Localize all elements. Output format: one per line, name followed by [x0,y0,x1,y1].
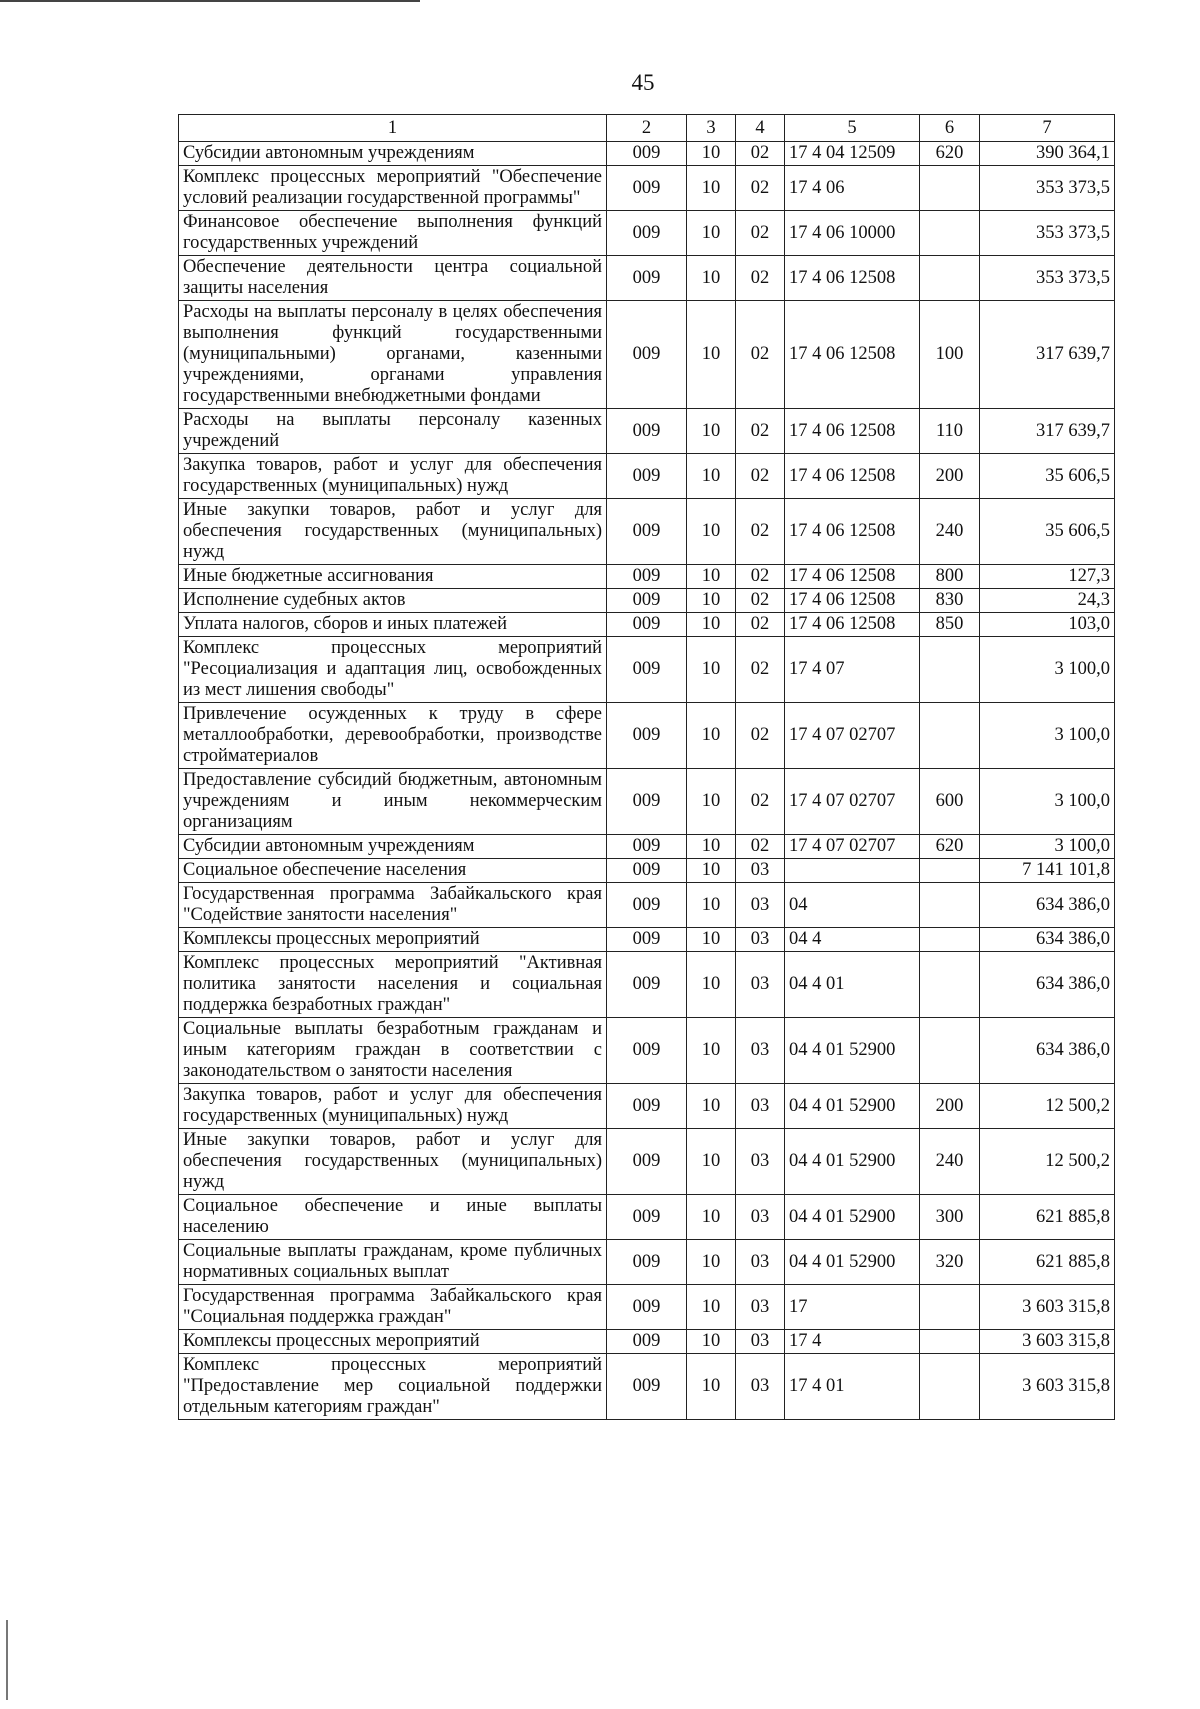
table-row [179,859,1115,883]
table-row [179,589,1115,613]
cell-item-name: Финансовое обеспечение выполнения функций государственных учреждений [179,211,607,256]
cell-subsection-code: 02 [736,589,785,613]
cell-expense-type [920,703,980,769]
cell-target-article: 17 4 06 12508 [785,499,920,565]
cell-ministry-code: 009 [607,1084,687,1129]
cell-section-code: 10 [687,454,736,499]
cell-ministry-code: 009 [607,1240,687,1285]
cell-section-code: 10 [687,499,736,565]
cell-section-code: 10 [687,769,736,835]
cell-item-name: Привлечение осужденных к труду в сфере металлообработки, деревообработки, производстве стройматериалов [179,703,607,769]
cell-amount: 317 639,7 [980,409,1115,454]
cell-section-code: 10 [687,1285,736,1330]
cell-expense-type: 830 [920,589,980,613]
cell-target-article: 17 4 07 02707 [785,703,920,769]
cell-expense-type [920,883,980,928]
cell-item-name: Государственная программа Забайкальского края "Социальная поддержка граждан" [179,1285,607,1330]
cell-expense-type: 100 [920,301,980,409]
cell-expense-type [920,1330,980,1354]
cell-section-code: 10 [687,1129,736,1195]
scan-margin-mark [6,1620,8,1700]
cell-amount: 634 386,0 [980,952,1115,1018]
cell-section-code: 10 [687,565,736,589]
cell-item-name: Иные закупки товаров, работ и услуг для обеспечения государственных (муниципальных) нужд [179,499,607,565]
cell-subsection-code: 03 [736,1240,785,1285]
cell-ministry-code: 009 [607,454,687,499]
cell-item-name: Расходы на выплаты персоналу казенных учреждений [179,409,607,454]
table-row [179,952,1115,1018]
cell-target-article: 17 4 07 02707 [785,835,920,859]
cell-amount: 390 364,1 [980,142,1115,166]
cell-amount: 3 603 315,8 [980,1354,1115,1420]
cell-expense-type: 240 [920,1129,980,1195]
header-col-3: 3 [687,115,736,142]
cell-amount: 634 386,0 [980,1018,1115,1084]
table-row [179,835,1115,859]
cell-expense-type: 110 [920,409,980,454]
table-row [179,1129,1115,1195]
cell-target-article: 17 4 01 [785,1354,920,1420]
cell-expense-type: 620 [920,835,980,859]
cell-ministry-code: 009 [607,1285,687,1330]
cell-amount: 35 606,5 [980,499,1115,565]
cell-expense-type [920,166,980,211]
cell-section-code: 10 [687,301,736,409]
header-col-4: 4 [736,115,785,142]
table-body [179,142,1115,1420]
cell-section-code: 10 [687,928,736,952]
cell-amount: 3 100,0 [980,769,1115,835]
cell-subsection-code: 03 [736,1285,785,1330]
cell-ministry-code: 009 [607,589,687,613]
cell-expense-type [920,256,980,301]
cell-target-article: 04 [785,883,920,928]
cell-target-article: 04 4 01 [785,952,920,1018]
table-row [179,1330,1115,1354]
cell-target-article: 17 4 07 [785,637,920,703]
table-row [179,499,1115,565]
table-row [179,1285,1115,1330]
cell-target-article: 17 4 06 12508 [785,589,920,613]
cell-target-article: 04 4 [785,928,920,952]
cell-subsection-code: 02 [736,211,785,256]
cell-amount: 3 100,0 [980,835,1115,859]
cell-item-name: Иные бюджетные ассигнования [179,565,607,589]
table-row [179,301,1115,409]
cell-section-code: 10 [687,589,736,613]
scan-edge-line [0,0,420,2]
cell-section-code: 10 [687,1330,736,1354]
cell-target-article: 04 4 01 52900 [785,1084,920,1129]
header-row [179,115,1115,142]
cell-ministry-code: 009 [607,952,687,1018]
cell-expense-type: 240 [920,499,980,565]
cell-subsection-code: 02 [736,565,785,589]
cell-ministry-code: 009 [607,211,687,256]
cell-ministry-code: 009 [607,166,687,211]
cell-item-name: Социальные выплаты безработным гражданам и иным категориям граждан в соответствии с законодательством о занятости населения [179,1018,607,1084]
table-row [179,1018,1115,1084]
cell-section-code: 10 [687,142,736,166]
cell-subsection-code: 03 [736,1354,785,1420]
cell-section-code: 10 [687,1195,736,1240]
cell-amount: 353 373,5 [980,211,1115,256]
cell-expense-type: 300 [920,1195,980,1240]
table-row [179,409,1115,454]
cell-section-code: 10 [687,952,736,1018]
cell-item-name: Комплекс процессных мероприятий "Ресоциализация и адаптация лиц, освобожденных из мест лишения свободы" [179,637,607,703]
cell-target-article: 17 4 [785,1330,920,1354]
table-row [179,166,1115,211]
cell-subsection-code: 02 [736,613,785,637]
cell-ministry-code: 009 [607,142,687,166]
cell-section-code: 10 [687,613,736,637]
cell-ministry-code: 009 [607,1129,687,1195]
cell-item-name: Социальное обеспечение населения [179,859,607,883]
cell-item-name: Иные закупки товаров, работ и услуг для обеспечения государственных (муниципальных) нужд [179,1129,607,1195]
cell-subsection-code: 03 [736,1330,785,1354]
cell-section-code: 10 [687,637,736,703]
cell-expense-type [920,637,980,703]
cell-expense-type: 620 [920,142,980,166]
cell-subsection-code: 03 [736,928,785,952]
cell-expense-type: 600 [920,769,980,835]
table-row [179,454,1115,499]
cell-target-article: 17 4 06 12508 [785,409,920,454]
cell-subsection-code: 03 [736,1195,785,1240]
cell-target-article: 17 4 06 12508 [785,613,920,637]
cell-subsection-code: 02 [736,454,785,499]
cell-ministry-code: 009 [607,301,687,409]
cell-subsection-code: 02 [736,499,785,565]
header-col-6: 6 [920,115,980,142]
cell-subsection-code: 02 [736,703,785,769]
cell-target-article: 04 4 01 52900 [785,1240,920,1285]
cell-item-name: Закупка товаров, работ и услуг для обеспечения государственных (муниципальных) нужд [179,1084,607,1129]
cell-expense-type [920,928,980,952]
cell-item-name: Государственная программа Забайкальского края "Содействие занятости населения" [179,883,607,928]
cell-expense-type [920,1018,980,1084]
cell-subsection-code: 03 [736,1084,785,1129]
cell-ministry-code: 009 [607,1354,687,1420]
cell-target-article: 17 4 06 12508 [785,565,920,589]
cell-target-article: 17 4 07 02707 [785,769,920,835]
cell-section-code: 10 [687,835,736,859]
cell-expense-type: 800 [920,565,980,589]
cell-target-article: 17 [785,1285,920,1330]
cell-section-code: 10 [687,859,736,883]
cell-item-name: Субсидии автономным учреждениям [179,142,607,166]
cell-ministry-code: 009 [607,1330,687,1354]
cell-item-name: Комплексы процессных мероприятий [179,1330,607,1354]
cell-target-article: 17 4 06 12508 [785,256,920,301]
cell-subsection-code: 03 [736,883,785,928]
table-row [179,1195,1115,1240]
cell-target-article: 04 4 01 52900 [785,1018,920,1084]
cell-subsection-code: 02 [736,142,785,166]
cell-item-name: Комплексы процессных мероприятий [179,928,607,952]
cell-expense-type [920,952,980,1018]
budget-table [178,114,1115,1420]
table-row [179,613,1115,637]
cell-amount: 634 386,0 [980,928,1115,952]
table-row [179,1240,1115,1285]
cell-target-article: 17 4 06 12508 [785,301,920,409]
cell-amount: 353 373,5 [980,166,1115,211]
cell-section-code: 10 [687,1084,736,1129]
cell-item-name: Социальное обеспечение и иные выплаты населению [179,1195,607,1240]
cell-amount: 24,3 [980,589,1115,613]
cell-ministry-code: 009 [607,769,687,835]
cell-amount: 634 386,0 [980,883,1115,928]
table-row [179,883,1115,928]
cell-amount: 103,0 [980,613,1115,637]
cell-amount: 353 373,5 [980,256,1115,301]
header-col-1: 1 [179,115,607,142]
cell-section-code: 10 [687,1018,736,1084]
cell-section-code: 10 [687,703,736,769]
cell-expense-type: 850 [920,613,980,637]
cell-target-article: 17 4 06 [785,166,920,211]
cell-ministry-code: 009 [607,637,687,703]
cell-amount: 7 141 101,8 [980,859,1115,883]
cell-subsection-code: 02 [736,835,785,859]
cell-ministry-code: 009 [607,883,687,928]
header-col-5: 5 [785,115,920,142]
cell-ministry-code: 009 [607,1195,687,1240]
cell-ministry-code: 009 [607,859,687,883]
cell-section-code: 10 [687,409,736,454]
cell-section-code: 10 [687,256,736,301]
cell-ministry-code: 009 [607,703,687,769]
table-row [179,256,1115,301]
cell-section-code: 10 [687,883,736,928]
cell-subsection-code: 02 [736,166,785,211]
cell-subsection-code: 03 [736,859,785,883]
cell-subsection-code: 03 [736,1129,785,1195]
cell-ministry-code: 009 [607,835,687,859]
cell-ministry-code: 009 [607,499,687,565]
cell-ministry-code: 009 [607,1018,687,1084]
cell-item-name: Исполнение судебных актов [179,589,607,613]
cell-item-name: Социальные выплаты гражданам, кроме публичных нормативных социальных выплат [179,1240,607,1285]
cell-expense-type: 320 [920,1240,980,1285]
cell-item-name: Уплата налогов, сборов и иных платежей [179,613,607,637]
cell-amount: 317 639,7 [980,301,1115,409]
table-row [179,211,1115,256]
cell-item-name: Комплекс процессных мероприятий "Предоставление мер социальной поддержки отдельным категориям граждан" [179,1354,607,1420]
table-row [179,1354,1115,1420]
cell-subsection-code: 02 [736,637,785,703]
cell-amount: 3 100,0 [980,703,1115,769]
cell-item-name: Закупка товаров, работ и услуг для обеспечения государственных (муниципальных) нужд [179,454,607,499]
cell-item-name: Обеспечение деятельности центра социальной защиты населения [179,256,607,301]
table-row [179,142,1115,166]
cell-subsection-code: 02 [736,256,785,301]
cell-amount: 127,3 [980,565,1115,589]
cell-target-article: 17 4 04 12509 [785,142,920,166]
cell-section-code: 10 [687,1240,736,1285]
cell-subsection-code: 03 [736,1018,785,1084]
cell-amount: 621 885,8 [980,1240,1115,1285]
header-col-7: 7 [980,115,1115,142]
cell-subsection-code: 02 [736,769,785,835]
cell-expense-type [920,1285,980,1330]
cell-amount: 12 500,2 [980,1129,1115,1195]
header-col-2: 2 [607,115,687,142]
table-row [179,928,1115,952]
cell-expense-type [920,1354,980,1420]
table-row [179,565,1115,589]
page-number: 45 [631,70,655,95]
cell-section-code: 10 [687,166,736,211]
cell-target-article [785,859,920,883]
cell-ministry-code: 009 [607,613,687,637]
cell-item-name: Комплекс процессных мероприятий "Обеспечение условий реализации государственной программы" [179,166,607,211]
cell-amount: 35 606,5 [980,454,1115,499]
table-row [179,769,1115,835]
table-row [179,637,1115,703]
cell-item-name: Расходы на выплаты персоналу в целях обеспечения выполнения функций государственными (муниципальными) органами, казенными учреждениями, органами управления государственными внебюджетными фондами [179,301,607,409]
cell-item-name: Субсидии автономным учреждениям [179,835,607,859]
cell-target-article: 17 4 06 12508 [785,454,920,499]
cell-amount: 12 500,2 [980,1084,1115,1129]
cell-section-code: 10 [687,1354,736,1420]
cell-expense-type [920,859,980,883]
cell-target-article: 04 4 01 52900 [785,1129,920,1195]
cell-target-article: 17 4 06 10000 [785,211,920,256]
cell-ministry-code: 009 [607,928,687,952]
cell-expense-type: 200 [920,454,980,499]
cell-subsection-code: 02 [736,409,785,454]
cell-amount: 3 100,0 [980,637,1115,703]
cell-expense-type [920,211,980,256]
cell-ministry-code: 009 [607,409,687,454]
cell-ministry-code: 009 [607,256,687,301]
cell-amount: 621 885,8 [980,1195,1115,1240]
table-row [179,703,1115,769]
cell-ministry-code: 009 [607,565,687,589]
cell-subsection-code: 02 [736,301,785,409]
cell-subsection-code: 03 [736,952,785,1018]
cell-amount: 3 603 315,8 [980,1285,1115,1330]
table-row [179,1084,1115,1129]
cell-section-code: 10 [687,211,736,256]
cell-item-name: Предоставление субсидий бюджетным, автономным учреждениям и иным некоммерческим организациям [179,769,607,835]
cell-expense-type: 200 [920,1084,980,1129]
cell-amount: 3 603 315,8 [980,1330,1115,1354]
cell-target-article: 04 4 01 52900 [785,1195,920,1240]
cell-item-name: Комплекс процессных мероприятий "Активная политика занятости населения и социальная поддержка безработных граждан" [179,952,607,1018]
